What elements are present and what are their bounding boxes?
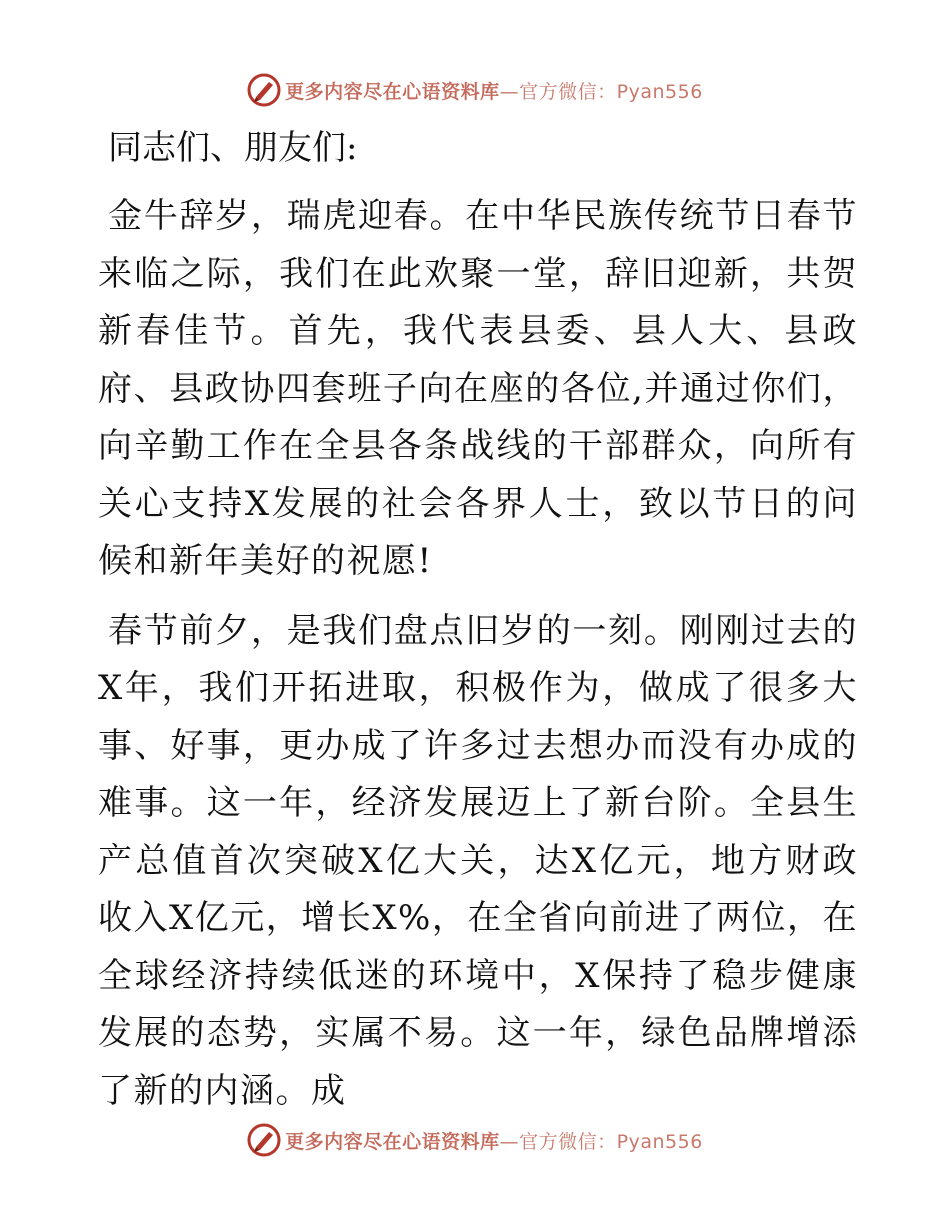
banner-brand: 更多内容尽在心语资料库 — [285, 80, 500, 103]
banner-wechat: —官方微信：Pyan556 — [499, 80, 703, 103]
banner-brand: 更多内容尽在心语资料库 — [285, 1130, 500, 1153]
paragraph: 春节前夕，是我们盘点旧岁的一刻。刚刚过去的X年，我们开拓进取，积极作为，做成了很多大事、好事，更办成了许多过去想办而没有办成的难事。这一年，经济发展迈上了新台阶。全县生产总值首次突破X亿大关，达X亿元，地方财政收入X亿元，增长X%，在全省向前进了两位，在全球经济持续低迷的环境中，X保持了稳步健康发展的态势，实属不易。这一年，绿色品牌增添了新的内涵。成 — [98, 610, 858, 1111]
header-banner — [0, 70, 950, 110]
paragraph: 金牛辞岁，瑞虎迎春。在中华民族传统节日春节来临之际，我们在此欢聚一堂，辞旧迎新，共贺新春佳节。首先，我代表县委、县人大、县政府、县政协四套班子向在座的各位,并通过你们，向辛勤工作在全县各条战线的干部群众，向所有关心支持X发展的社会各界人士，致以节日的问候和新年美好的祝愿! — [98, 196, 858, 581]
banner-text — [285, 77, 703, 104]
banner-wechat: —官方微信：Pyan556 — [499, 1130, 703, 1153]
pen-logo-icon — [247, 73, 281, 107]
banner-text — [285, 1127, 703, 1154]
salutation: 同志们、朋友们: — [108, 128, 358, 168]
footer-banner — [0, 1120, 950, 1160]
document-body — [98, 120, 858, 1132]
pen-logo-icon — [247, 1123, 281, 1157]
